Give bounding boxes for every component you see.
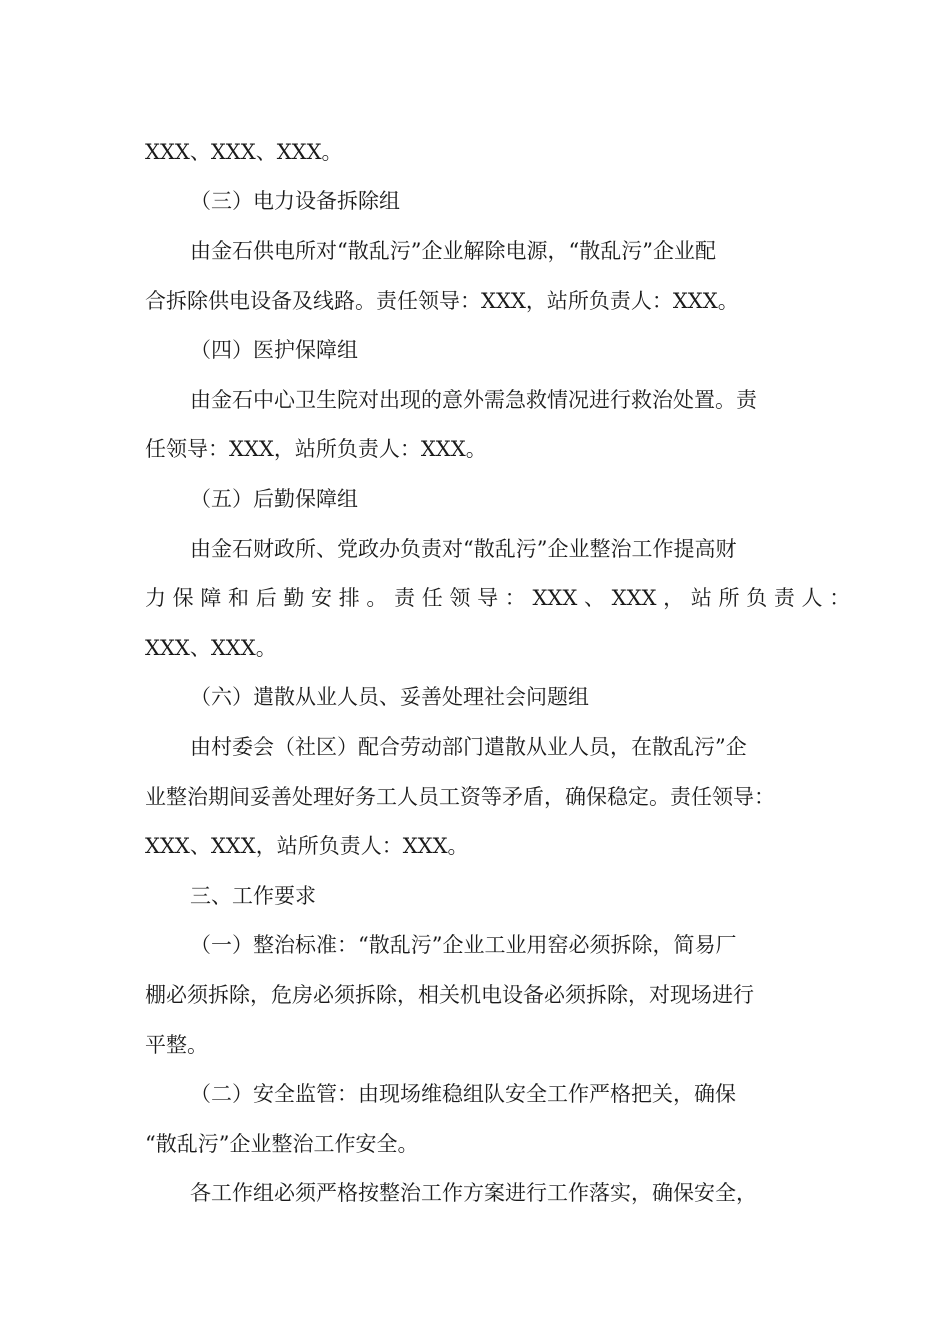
section-heading: 三、工作要求 [190,884,316,908]
text-line: 业整治期间妥善处理好务工人员工资等矛盾，确保稳定。责任领导： [145,785,775,809]
section-heading: （五）后勤保障组 [190,487,358,511]
text-line: （二）安全监管：由现场维稳组队安全工作严格把关，确保 [190,1082,736,1106]
text-line: 力 保 障 和 后 勤 安 排 。 责 任 领 导 ： XXX 、 XXX ， 站 所 负 责 人 ： [145,586,851,610]
text-line: 由金石中心卫生院对出现的意外需急救情况进行救治处置。责 [190,388,757,412]
text-line: XXX、XXX，站所负责人：XXX。 [145,834,469,858]
text-line: 由金石供电所对“散乱污”企业解除电源，“散乱污”企业配 [190,239,716,263]
text-line: XXX、XXX、XXX。 [145,140,343,164]
text-line: 棚必须拆除，危房必须拆除，相关机电设备必须拆除，对现场进行 [145,983,754,1007]
text-line: XXX、XXX。 [145,636,277,660]
text-line: 由村委会（社区）配合劳动部门遣散从业人员，在散乱污”企 [190,735,747,759]
text-line: “散乱污”企业整治工作安全。 [145,1132,419,1156]
text-line: 平整。 [145,1033,208,1057]
section-heading: （三）电力设备拆除组 [190,189,400,213]
section-heading: （六）遣散从业人员、妥善处理社会问题组 [190,685,589,709]
text-line: 由金石财政所、党政办负责对“散乱污”企业整治工作提高财 [190,537,737,561]
text-line: 合拆除供电设备及线路。责任领导：XXX，站所负责人：XXX。 [145,289,739,313]
text-line: 各工作组必须严格按整治工作方案进行工作落实，确保安全， [190,1181,757,1205]
text-line: （一）整治标准：“散乱污”企业工业用窑必须拆除，简易厂 [190,933,737,957]
section-heading: （四）医护保障组 [190,338,358,362]
text-line: 任领导：XXX，站所负责人：XXX。 [145,437,487,461]
